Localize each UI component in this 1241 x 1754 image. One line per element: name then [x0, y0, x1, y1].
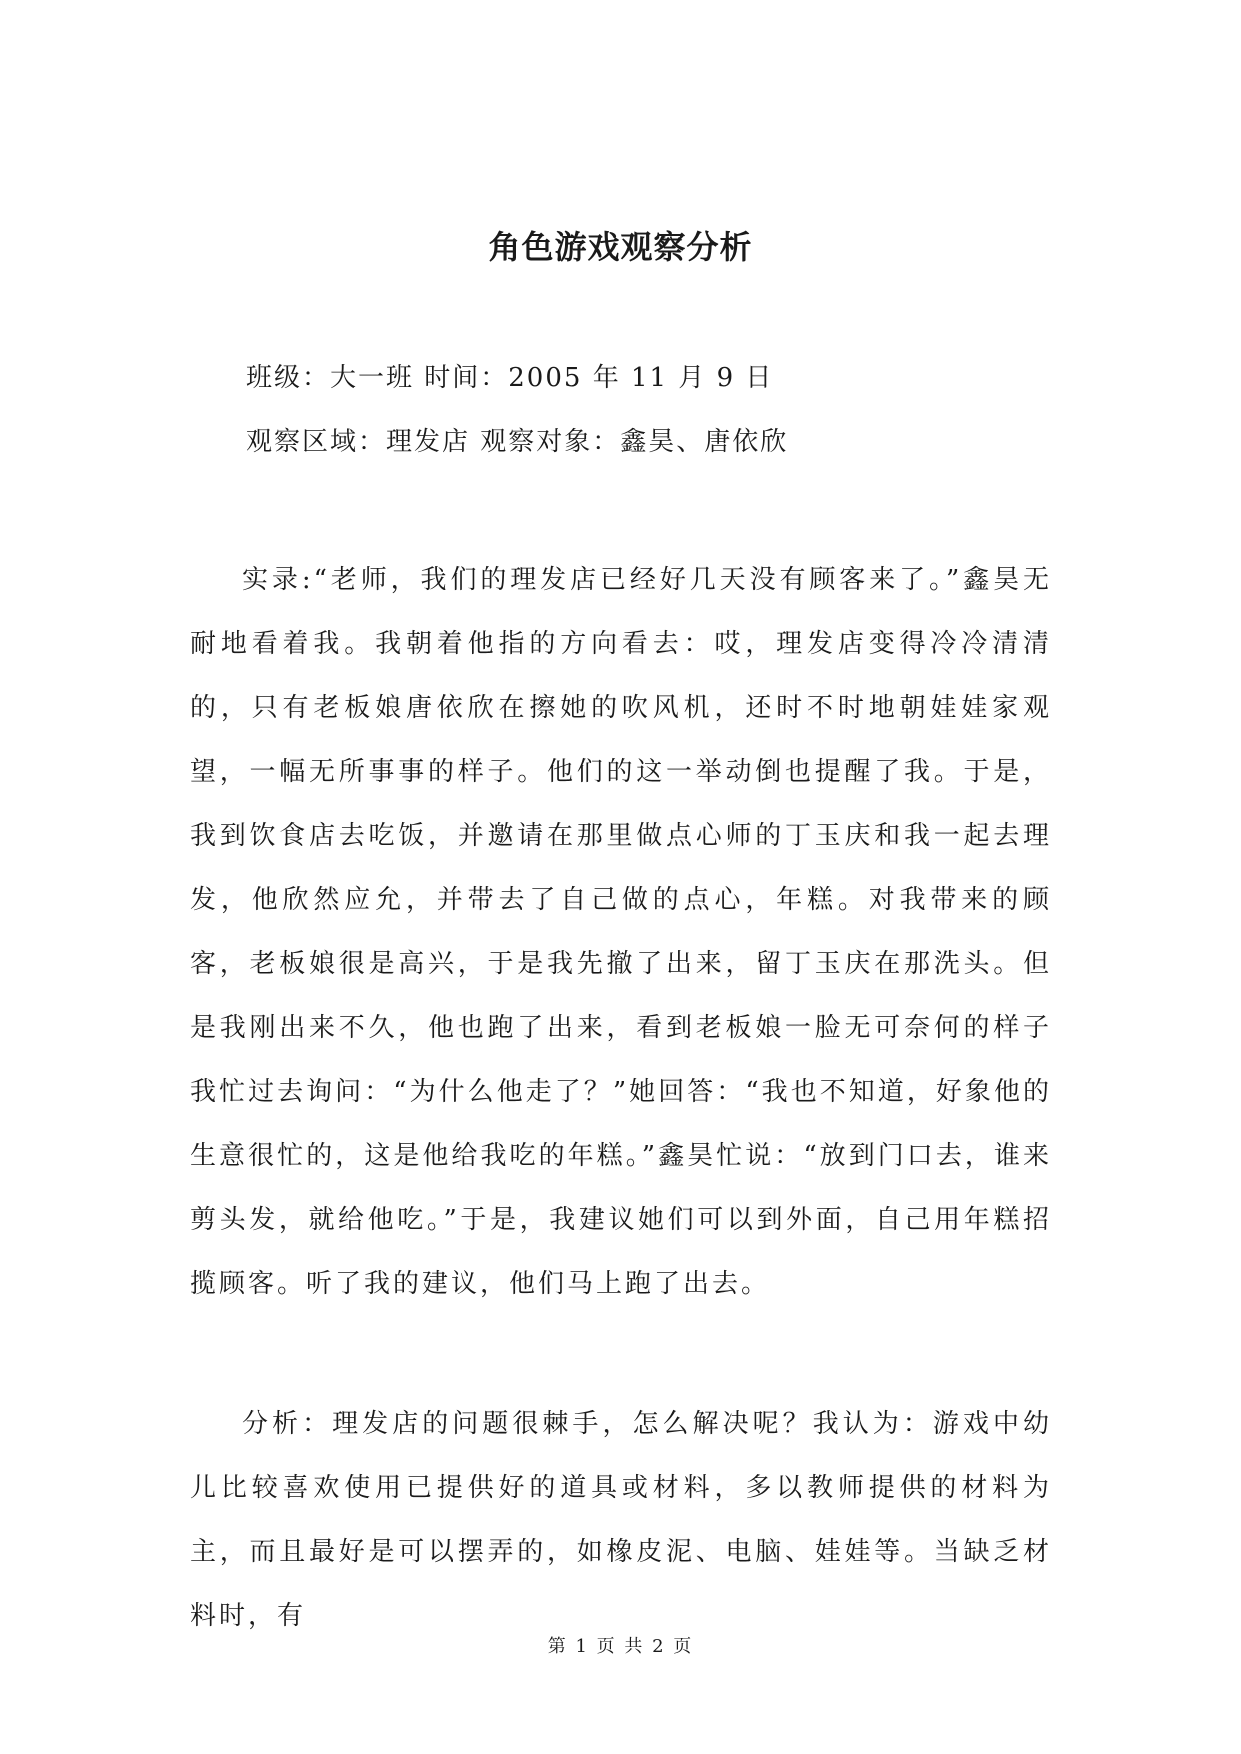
- page-number-footer: 第 1 页 共 2 页: [547, 1636, 694, 1657]
- document-title: 角色游戏观察分析: [488, 228, 753, 266]
- analysis-paragraph: 分析：理发店的问题很棘手，怎么解决呢？我认为：游戏中幼儿比较喜欢使用已提供好的道具或材料，多以教师提供的材料为主，而且最好是可以摆弄的，如橡皮泥、电脑、娃娃等。当缺乏材料时，有: [190, 1409, 1052, 1631]
- meta-class-date: 班级：大一班 时间：2005 年 11 月 9 日: [246, 363, 774, 393]
- record-paragraph: 实录:“老师，我们的理发店已经好几天没有顾客来了。”鑫昊无耐地看着我。我朝着他指的方向看去：哎，理发店变得冷冷清清的，只有老板娘唐依欣在擦她的吹风机，还时不时地朝娃娃家观望，一幅无所事事的样子。他们的这一举动倒也提醒了我。于是，我到饮食店去吃饭，并邀请在那里做点心师的丁玉庆和我一起去理发，他欣然应允，并带去了自己做的点心，年糕。对我带来的顾客，老板娘很是高兴，于是我先撤了出来，留丁玉庆在那洗头。但是我刚出来不久，他也跑了出来，看到老板娘一脸无可奈何的样子我忙过去询问：“为什么他走了？”她回答：“我也不知道，好象他的生意很忙的，这是他给我吃的年糕。”鑫昊忙说：“放到门口去，谁来剪头发，就给他吃。”于是，我建议她们可以到外面，自己用年糕招揽顾客。听了我的建议，他们马上跑了出去。: [190, 565, 1052, 1299]
- meta-area-subjects: 观察区域：理发店 观察对象：鑫昊、唐依欣: [246, 427, 789, 457]
